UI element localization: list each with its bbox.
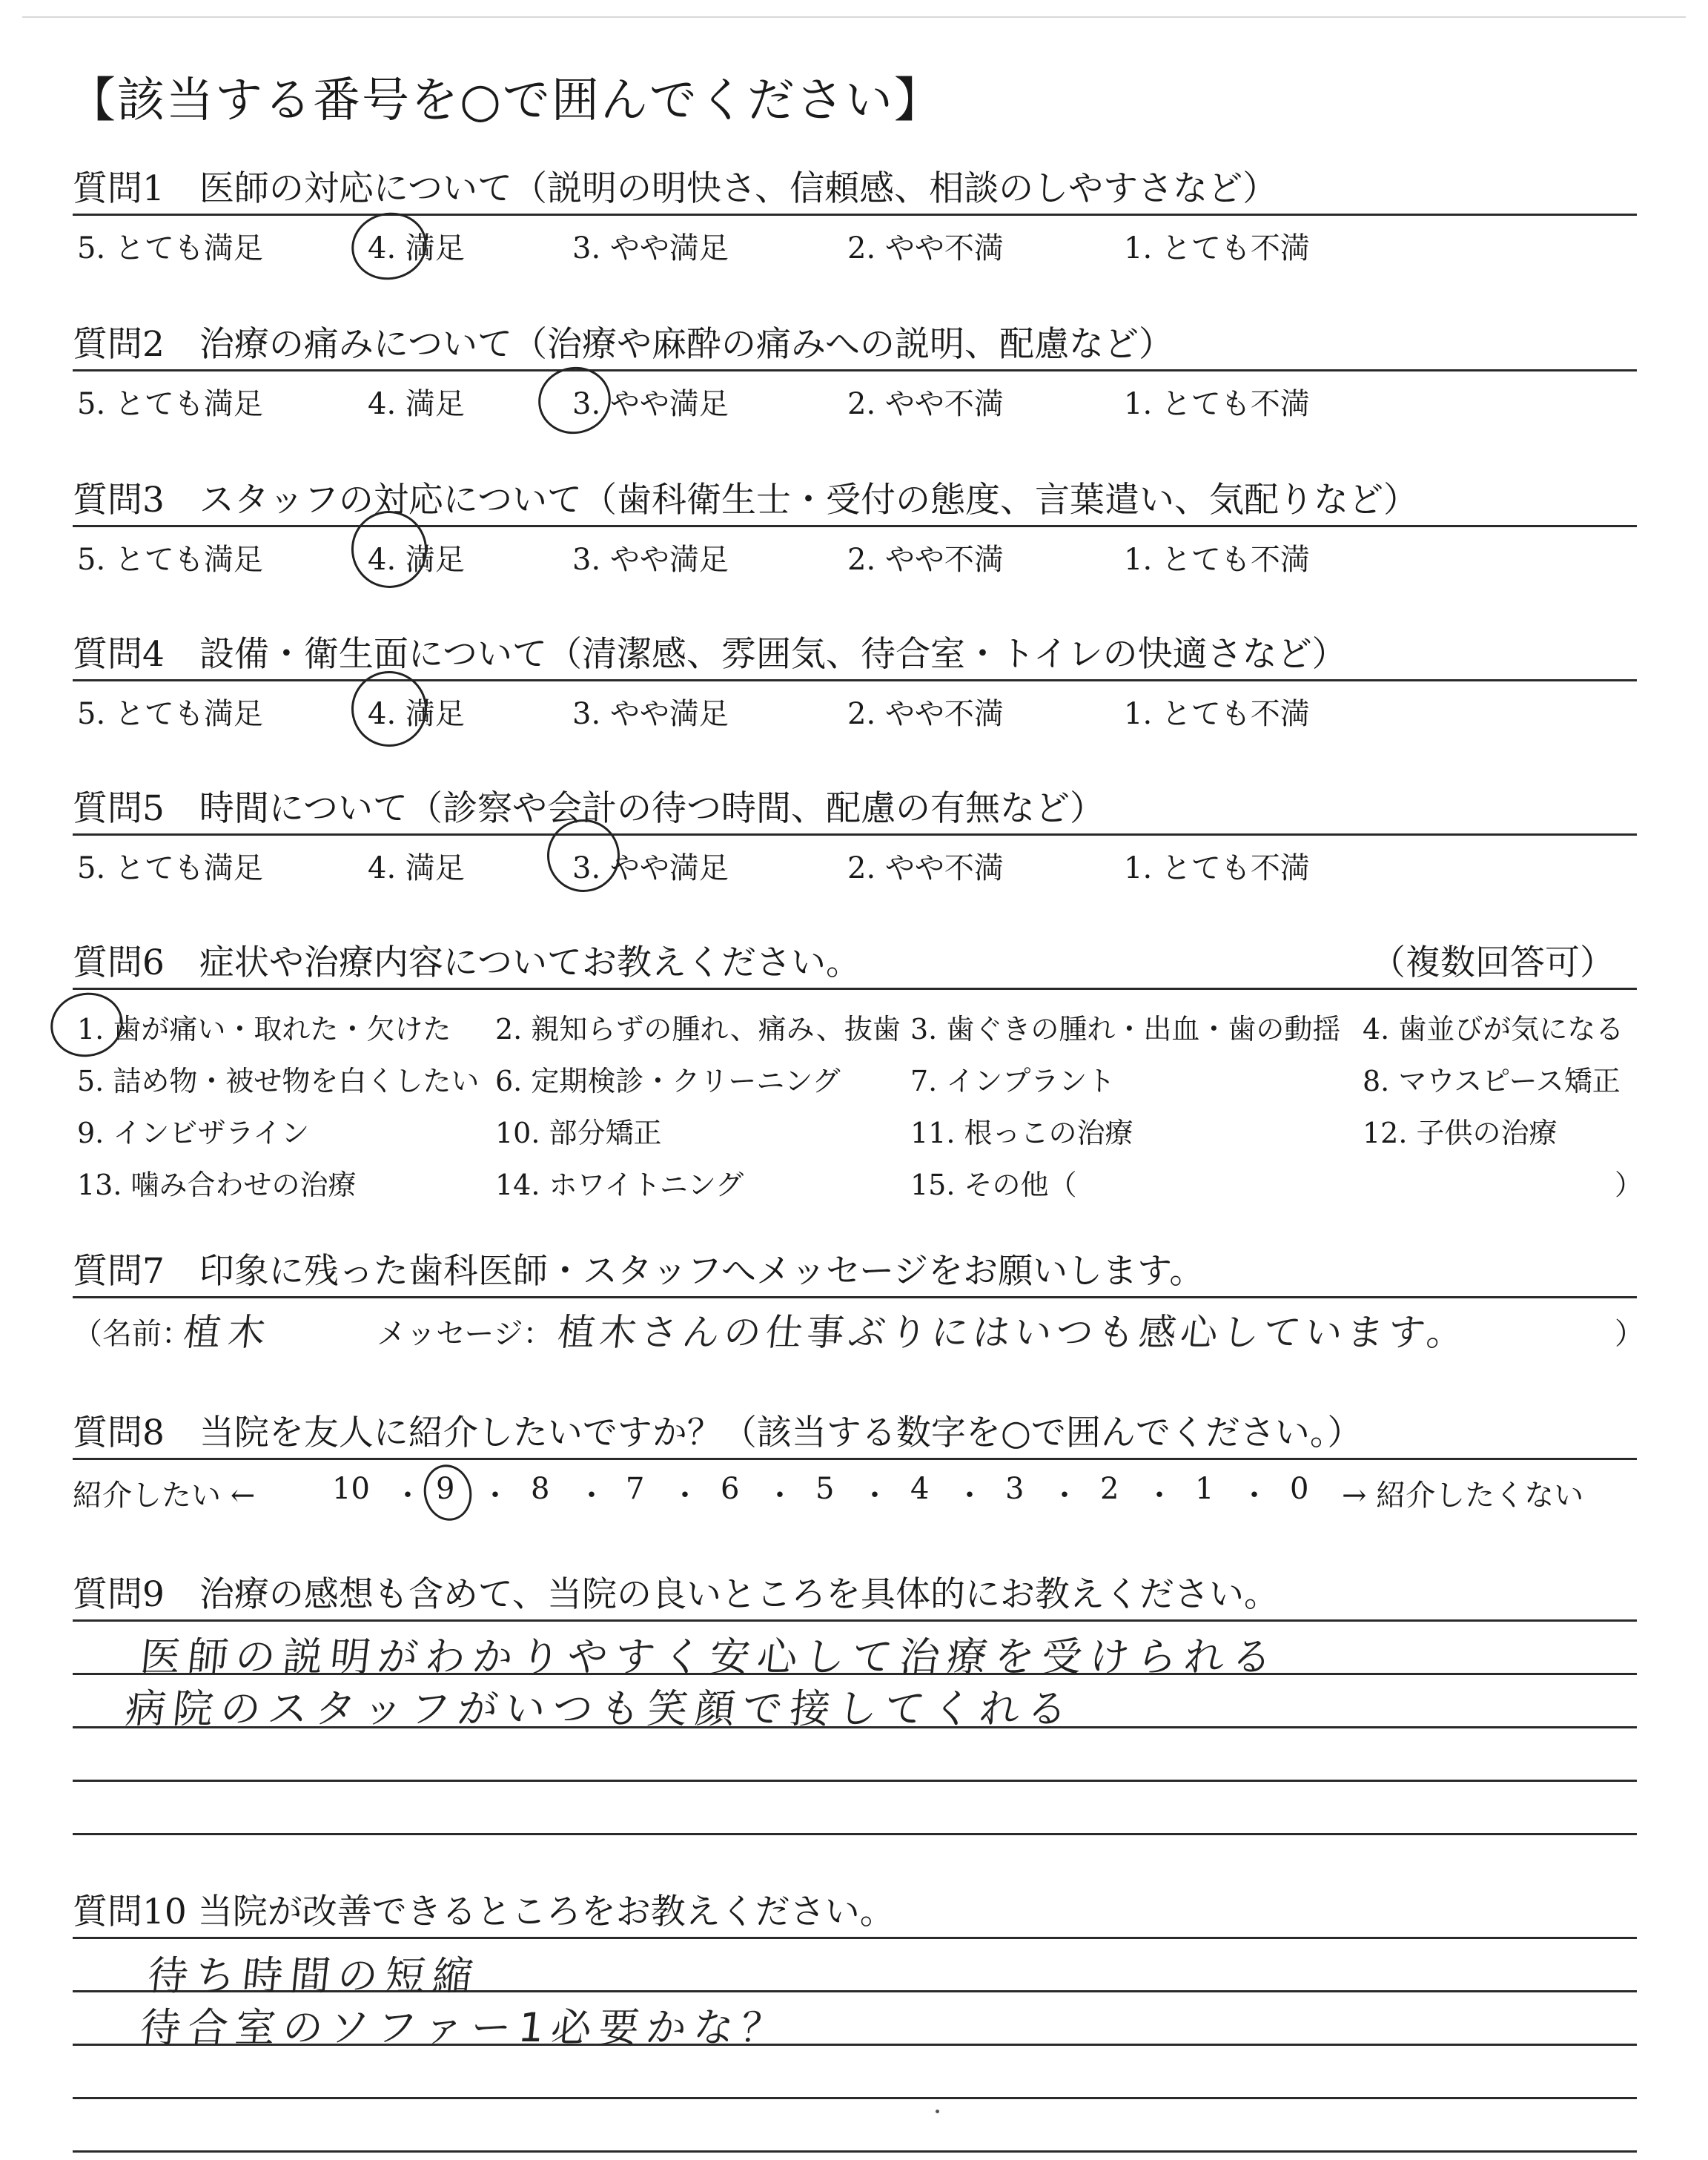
question-9 — [73, 1571, 1637, 1619]
question-5-title: 質問5 時間について（診察や会計の待つ時間、配慮の有無など） — [73, 788, 1105, 829]
symptom-option[interactable]: 12. 子供の治療 — [1363, 1117, 1558, 1149]
question-5 — [73, 785, 1637, 885]
scale-dot: ・ — [577, 1479, 606, 1513]
selection-circle — [44, 986, 129, 1063]
symptom-option[interactable]: 5. 詰め物・被せ物を白くしたい — [77, 1065, 480, 1097]
q9-answer-2[interactable]: 病院のスタッフがいつも笑顔で接してくれる — [123, 1685, 1077, 1732]
question-2-options — [73, 371, 1637, 420]
option-1[interactable]: 1. とても不満 — [1124, 231, 1310, 265]
question-1 — [73, 165, 1637, 265]
message-label: メッセージ： — [377, 1317, 553, 1351]
answer-line — [73, 1833, 1637, 1835]
question-2 — [73, 320, 1637, 420]
message-close-paren: ） — [1615, 1317, 1644, 1351]
question-6-title: 質問6 症状や治療内容についてお教えください。 — [73, 942, 861, 983]
option-3[interactable]: 3. やや満足 — [572, 851, 729, 885]
question-7-answer — [73, 1298, 1644, 1358]
option-4[interactable]: 4. 満足 — [368, 543, 465, 577]
scale-5[interactable]: 5 — [815, 1472, 835, 1506]
multiple-answers-note: （複数回答可） — [1371, 942, 1615, 983]
symptom-option[interactable]: 8. マウスピース矯正 — [1363, 1065, 1621, 1097]
question-3 — [73, 476, 1637, 576]
scale-1[interactable]: 1 — [1195, 1472, 1214, 1506]
question-2-title: 質問2 治療の痛みについて（治療や麻酔の痛みへの説明、配慮など） — [73, 324, 1174, 365]
selection-circle — [345, 205, 433, 286]
symptom-option[interactable]: 3. 歯ぐきの腫れ・出血・歯の動揺 — [910, 1013, 1341, 1046]
question-1-title: 質問1 医師の対応について（説明の明快さ、信頼感、相談のしやすさなど） — [73, 168, 1278, 209]
question-7-title: 質問7 印象に残った歯科医師・スタッフへメッセージをお願いします。 — [73, 1251, 1205, 1292]
scale-dot: ・ — [1145, 1479, 1174, 1513]
question-10-title: 質問10 当院が改善できるところをお教えください。 — [73, 1892, 895, 1932]
scale-dot: ・ — [1050, 1479, 1079, 1513]
q9-answer-1[interactable]: 医師の説明がわかりやすく安心して治療を受けられる — [138, 1634, 1282, 1680]
scale-dot: ・ — [1239, 1479, 1269, 1513]
symptom-option-other[interactable]: 15. その他（ — [910, 1169, 1077, 1201]
question-6-options — [73, 990, 1644, 1212]
option-2[interactable]: 2. やや不満 — [847, 387, 1004, 421]
symptom-option[interactable]: 1. 歯が痛い・取れた・欠けた — [77, 1013, 451, 1046]
option-5[interactable]: 5. とても満足 — [77, 851, 263, 885]
question-9-title: 質問9 治療の感想も含めて、当院の良いところを具体的にお教えください。 — [73, 1574, 1279, 1615]
scale-9[interactable]: 9 — [436, 1472, 455, 1506]
scale-8[interactable]: 8 — [531, 1472, 550, 1506]
question-4 — [73, 630, 1637, 730]
top-border — [22, 16, 1686, 18]
scale-4[interactable]: 4 — [910, 1472, 930, 1506]
selection-circle — [419, 1460, 477, 1525]
scale-dot: ・ — [393, 1479, 423, 1513]
question-4-options — [73, 681, 1637, 730]
scale-dot: ・ — [860, 1479, 890, 1513]
option-4[interactable]: 4. 満足 — [368, 697, 465, 731]
option-4[interactable]: 4. 満足 — [368, 851, 465, 885]
symptom-option[interactable]: 11. 根っこの治療 — [910, 1117, 1133, 1149]
option-5[interactable]: 5. とても満足 — [77, 387, 263, 421]
answer-line — [73, 2097, 1637, 2099]
option-2[interactable]: 2. やや不満 — [847, 543, 1004, 577]
question-4-title: 質問4 設備・衛生面について（清潔感、雰囲気、待合室・トイレの快適さなど） — [73, 634, 1347, 675]
question-6 — [73, 939, 1644, 1212]
question-3-title: 質問3 スタッフの対応について（歯科衛生士・受付の態度、言葉遣い、気配りなど） — [73, 480, 1418, 521]
question-5-options — [73, 836, 1637, 885]
option-5[interactable]: 5. とても満足 — [77, 697, 263, 731]
other-close-paren: ） — [1615, 1169, 1644, 1201]
question-8-title: 質問8 当院を友人に紹介したいですか？（該当する数字を○で囲んでください。） — [73, 1413, 1363, 1453]
form-header: 【該当する番号を○で囲んでください】 — [68, 73, 943, 128]
option-1[interactable]: 1. とても不満 — [1124, 387, 1310, 421]
option-3[interactable]: 3. やや満足 — [572, 387, 729, 421]
question-10 — [73, 1888, 1637, 1937]
name-value[interactable]: 植木 — [181, 1311, 275, 1354]
option-2[interactable]: 2. やや不満 — [847, 851, 1004, 885]
answer-line — [73, 2150, 1637, 2153]
option-4[interactable]: 4. 満足 — [368, 387, 465, 421]
question-6-title-row — [73, 939, 1637, 988]
scale-right-label: → 紹介したくない — [1342, 1479, 1584, 1513]
scale-3[interactable]: 3 — [1005, 1472, 1025, 1506]
option-1[interactable]: 1. とても不満 — [1124, 851, 1310, 885]
q10-answer-1[interactable]: 待ち時間の短縮 — [145, 1952, 483, 1999]
symptom-option[interactable]: 7. インプラント — [910, 1065, 1116, 1097]
option-3[interactable]: 3. やや満足 — [572, 231, 729, 265]
answer-line — [73, 1937, 1637, 1939]
symptom-option[interactable]: 13. 噛み合わせの治療 — [77, 1169, 357, 1201]
scale-6[interactable]: 6 — [721, 1472, 740, 1506]
symptom-option[interactable]: 4. 歯並びが気になる — [1363, 1013, 1624, 1046]
symptom-option[interactable]: 2. 親知らずの腫れ、痛み、抜歯 — [495, 1013, 901, 1046]
question-1-options — [73, 216, 1637, 265]
scale-dot: ・ — [765, 1479, 795, 1513]
scale-2[interactable]: 2 — [1100, 1472, 1119, 1506]
option-2[interactable]: 2. やや不満 — [847, 697, 1004, 731]
option-3[interactable]: 3. やや満足 — [572, 543, 729, 577]
symptom-option[interactable]: 14. ホワイトニング — [495, 1169, 744, 1201]
answer-line — [73, 1619, 1637, 1622]
question-8 — [73, 1409, 1637, 1512]
q10-answer-2[interactable]: 待合室のソファー1必要かな？ — [138, 2004, 792, 2051]
message-value[interactable]: 植木さんの仕事ぶりにはいつも感心しています。 — [555, 1311, 1471, 1354]
scale-dot: ・ — [670, 1479, 700, 1513]
option-3[interactable]: 3. やや満足 — [572, 697, 729, 731]
scale-left-label: 紹介したい ← — [73, 1479, 256, 1513]
symptom-option[interactable]: 6. 定期検診・クリーニング — [495, 1065, 841, 1097]
option-5[interactable]: 5. とても満足 — [77, 543, 263, 577]
question-7 — [73, 1247, 1644, 1358]
scale-0[interactable]: 0 — [1290, 1472, 1309, 1506]
symptom-option[interactable]: 10. 部分矯正 — [495, 1117, 662, 1149]
scan-speck — [936, 2110, 939, 2113]
question-3-options — [73, 527, 1637, 576]
option-1[interactable]: 1. とても不満 — [1124, 697, 1310, 731]
answer-line — [73, 1780, 1637, 1782]
name-label: （名前： — [73, 1317, 191, 1351]
referral-scale — [73, 1460, 1637, 1512]
option-5[interactable]: 5. とても満足 — [77, 231, 263, 265]
option-2[interactable]: 2. やや不満 — [847, 231, 1004, 265]
selection-circle — [532, 360, 618, 440]
scale-dot: ・ — [955, 1479, 984, 1513]
option-4[interactable]: 4. 満足 — [368, 231, 465, 265]
scale-10[interactable]: 10 — [332, 1472, 370, 1506]
scale-7[interactable]: 7 — [626, 1472, 645, 1506]
symptom-option[interactable]: 9. インビザライン — [77, 1117, 310, 1149]
option-1[interactable]: 1. とても不満 — [1124, 543, 1310, 577]
scale-dot: ・ — [480, 1479, 510, 1513]
